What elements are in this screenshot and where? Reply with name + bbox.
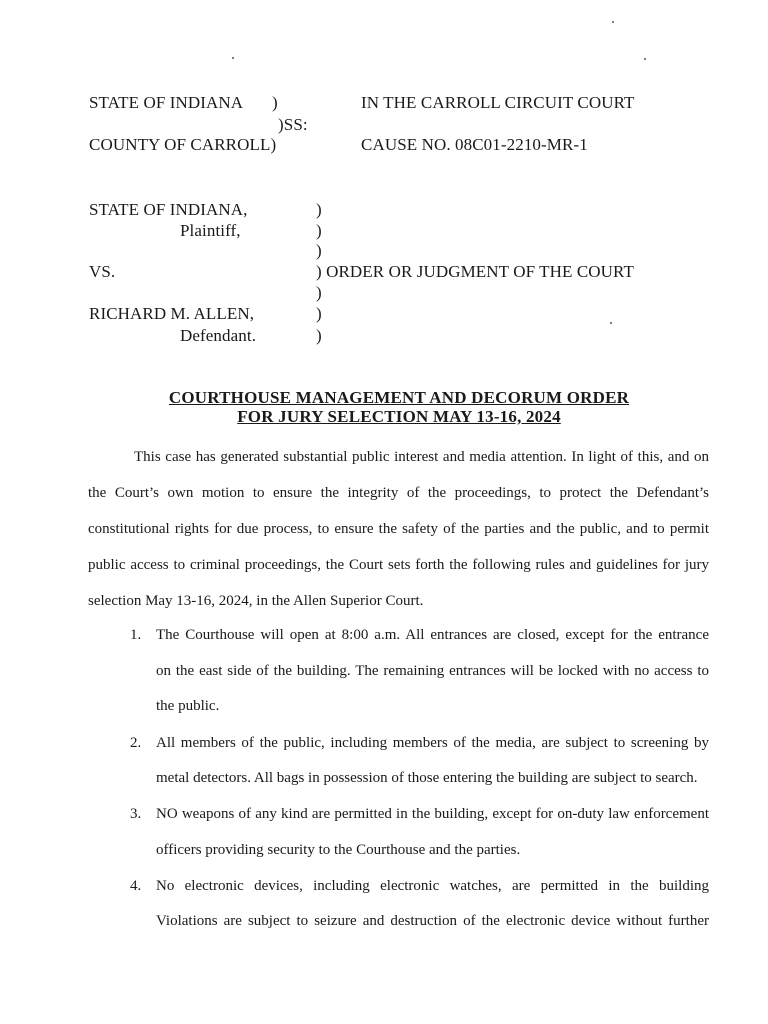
scan-speck [232, 57, 234, 59]
item-line: All members of the public, including members of the media, are subject to screening by [156, 735, 709, 751]
paren-column: ) [316, 304, 322, 323]
scan-speck [644, 58, 646, 60]
item-line: on the east side of the building. The remaining entrances will be locked with no access to [156, 663, 709, 679]
paren-column: ) [316, 326, 322, 345]
intro-line: This case has generated substantial public interest and media attention. In light of this, and on [134, 449, 709, 465]
caption-ss: )SS: [278, 115, 308, 134]
item-number: 1. [130, 627, 142, 643]
plaintiff-role: Plaintiff, [180, 221, 241, 240]
item-number: 2. [130, 735, 142, 751]
versus: VS. [89, 262, 116, 281]
order-heading-line2: FOR JURY SELECTION MAY 13-16, 2024 [237, 407, 561, 426]
scan-speck [610, 322, 612, 324]
item-line: No electronic devices, including electronic watches, are permitted in the building [156, 878, 709, 894]
item-line: Violations are subject to seizure and destruction of the electronic device without further [156, 913, 709, 929]
paren-column: ) [316, 200, 322, 219]
intro-line: constitutional rights for due process, to ensure the safety of the parties and the public, and to permit [88, 521, 709, 537]
court-name: IN THE CARROLL CIRCUIT COURT [361, 93, 635, 112]
order-heading-line1: COURTHOUSE MANAGEMENT AND DECORUM ORDER [168, 388, 630, 407]
item-line: officers providing security to the Courthouse and the parties. [156, 842, 521, 858]
item-line: metal detectors. All bags in possession of those entering the building are subject to search. [156, 770, 698, 786]
scan-speck [612, 21, 614, 23]
intro-line: public access to criminal proceedings, the Court sets forth the following rules and guidelines for jury [88, 557, 709, 573]
item-line: NO weapons of any kind are permitted in the building, except for on-duty law enforcement [156, 806, 709, 822]
paren-column: ) [316, 241, 322, 260]
intro-line: the Court’s own motion to ensure the integrity of the proceedings, to protect the Defendant’s [88, 485, 709, 501]
paren-column: ) [316, 283, 322, 302]
defendant-role: Defendant. [180, 326, 257, 345]
item-line: the public. [156, 698, 220, 714]
cause-number: CAUSE NO. 08C01-2210-MR-1 [361, 135, 588, 154]
order-title: ) ORDER OR JUDGMENT OF THE COURT [316, 262, 634, 281]
item-number: 3. [130, 806, 142, 822]
intro-line: selection May 13-16, 2024, in the Allen Superior Court. [88, 593, 424, 609]
caption-state: STATE OF INDIANA [89, 93, 244, 112]
item-number: 4. [130, 878, 142, 894]
caption-paren: ) [272, 93, 278, 112]
item-line: The Courthouse will open at 8:00 a.m. All entrances are closed, except for the entrance [156, 627, 709, 643]
plaintiff-name: STATE OF INDIANA, [89, 200, 248, 219]
defendant-name: RICHARD M. ALLEN, [89, 304, 255, 323]
paren-column: ) [316, 221, 322, 240]
caption-county: COUNTY OF CARROLL) [89, 135, 277, 154]
